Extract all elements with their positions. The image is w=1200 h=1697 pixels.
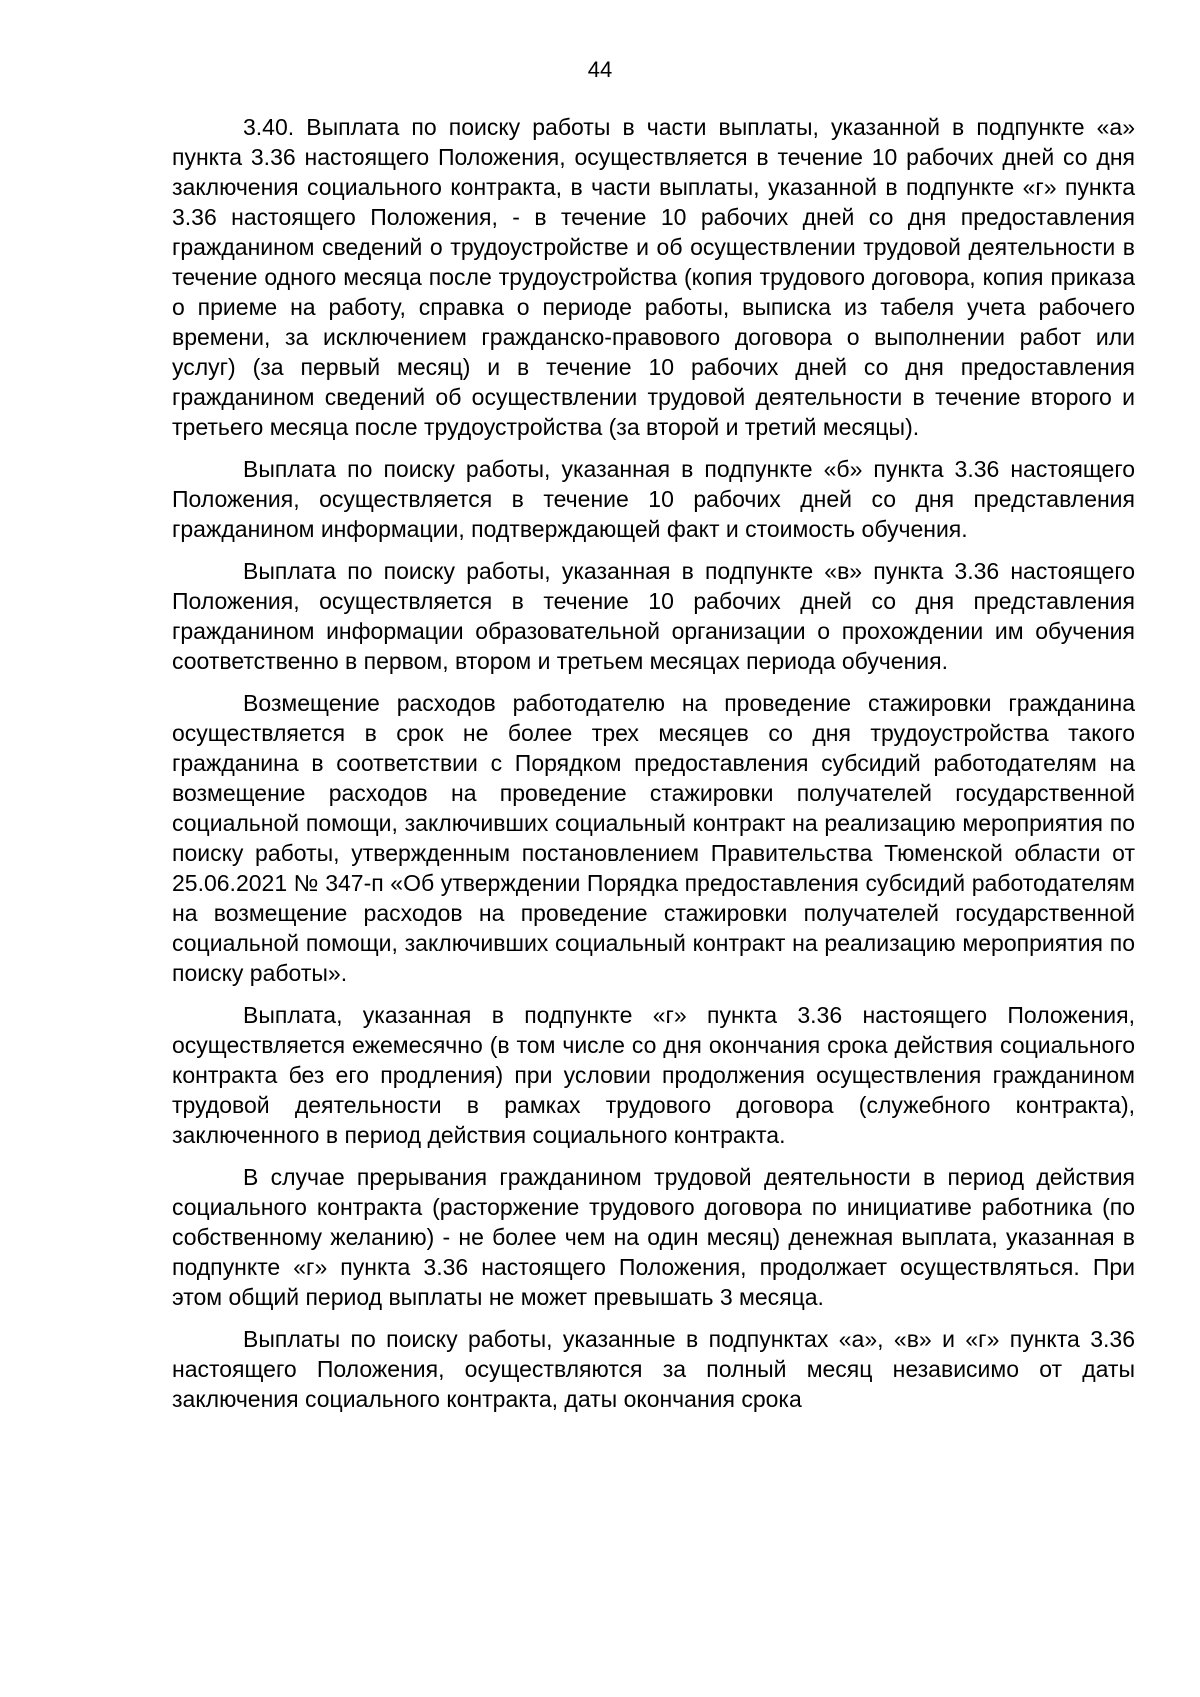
paragraph-full-month-payments: Выплаты по поиску работы, указанные в подпунктах «а», «в» и «г» пункта 3.36 настоящего Положения, осуществляются за полный месяц независимо от даты заключения социального контракта, даты окончания срока: [172, 1326, 1135, 1412]
paragraph-payment-b: Выплата по поиску работы, указанная в подпункте «б» пункта 3.36 настоящего Положения, осуществляется в течение 10 рабочих дней со дня представления гражданином информации, подтверждающей факт и стоимость обучения.: [172, 456, 1135, 542]
paragraph-3-40: 3.40. Выплата по поиску работы в части выплаты, указанной в подпункте «а» пункта 3.36 настоящего Положения, осуществляется в течение 10 рабочих дней со дня заключения социального контракта, в части выплаты, указанной в подпункте «г» пункта 3.36 настоящего Положения, - в течение 10 рабочих дней со дня предоставления гражданином сведений о трудоустройстве и об осуществлении трудовой деятельности в течение одного месяца после трудоустройства (копия трудового договора, копия приказа о приеме на работу, справка о периоде работы, выписка из табеля учета рабочего времени, за исключением гражданско-правового договора о выполнении работ или услуг) (за первый месяц) и в течение 10 рабочих дней со дня предоставления гражданином сведений об осуществлении трудовой деятельности в течение второго и третьего месяца после трудоустройства (за второй и третий месяцы).: [172, 114, 1135, 440]
paragraph-payment-v: Выплата по поиску работы, указанная в подпункте «в» пункта 3.36 настоящего Положения, осуществляется в течение 10 рабочих дней со дня представления гражданином информации образовательной организации о прохождении им обучения соответственно в первом, втором и третьем месяцах периода обучения.: [172, 558, 1135, 674]
document-body: [172, 112, 1135, 1426]
paragraph-payment-g-monthly: Выплата, указанная в подпункте «г» пункта 3.36 настоящего Положения, осуществляется ежемесячно (в том числе со дня окончания срока действия социального контракта без его продления) при условии продолжения осуществления гражданином трудовой деятельности в рамках трудового договора (служебного контракта), заключенного в период действия социального контракта.: [172, 1002, 1135, 1148]
page-number: 44: [587, 57, 613, 82]
paragraph-internship-reimbursement: Возмещение расходов работодателю на проведение стажировки гражданина осуществляется в срок не более трех месяцев со дня трудоустройства такого гражданина в соответствии с Порядком предоставления субсидий работодателям на возмещение расходов на проведение стажировки получателей государственной социальной помощи, заключивших социальный контракт на реализацию мероприятия по поиску работы, утвержденным постановлением Правительства Тюменской области от 25.06.2021 № 347-п «Об утверждении Порядка предоставления субсидий работодателям на возмещение расходов на проведение стажировки получателей государственной социальной помощи, заключивших социальный контракт на реализацию мероприятия по поиску работы».: [172, 690, 1135, 986]
paragraph-employment-interruption: В случае прерывания гражданином трудовой деятельности в период действия социального контракта (расторжение трудового договора по инициативе работника (по собственному желанию) - не более чем на один месяц) денежная выплата, указанная в подпункте «г» пункта 3.36 настоящего Положения, продолжает осуществляться. При этом общий период выплаты не может превышать 3 месяца.: [172, 1164, 1135, 1310]
